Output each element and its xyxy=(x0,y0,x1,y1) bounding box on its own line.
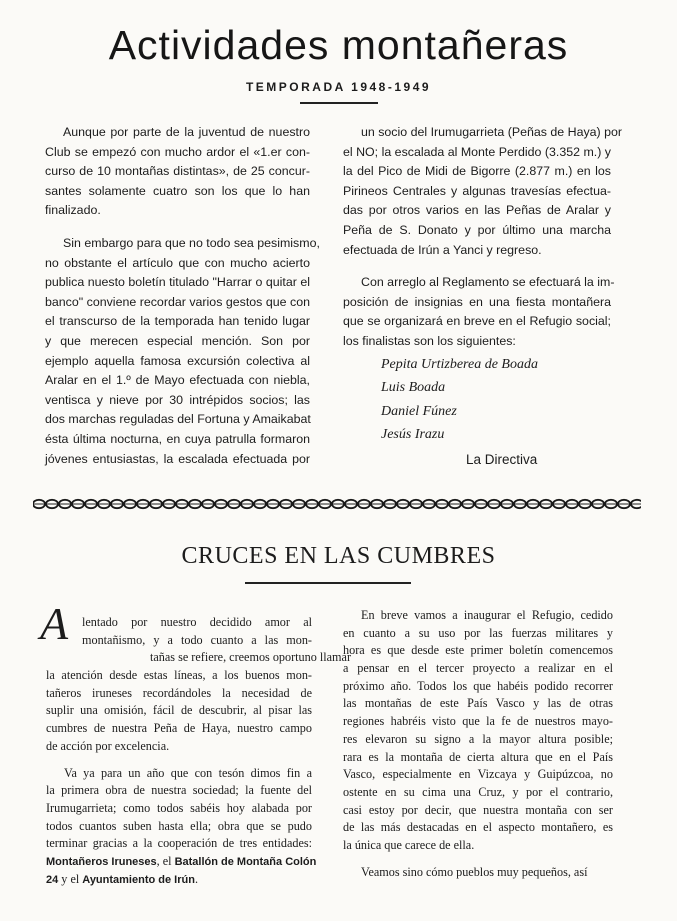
text-line: de las más destacadas en el aspecto montañero, es xyxy=(343,820,613,835)
article2-title: CRUCES EN LAS CUMBRES xyxy=(181,543,496,569)
text-line: las montañas de este País Vasco y las de otras xyxy=(343,696,613,711)
text-line: lentado por nuestro decidido amor al xyxy=(82,615,312,629)
text-line: Pirineos Centrales y algunas travesías efectua- xyxy=(343,183,611,198)
text-line: ostente en su cima una Cruz, y por el contrario, xyxy=(343,784,613,799)
title-underline xyxy=(300,102,378,104)
text-line: finalizado. xyxy=(45,203,101,218)
text-line: curso de 10 montañas distintas», de 25 concur- xyxy=(45,164,310,179)
text-line: Veamos sino cómo pueblos muy pequeños, así xyxy=(361,864,588,879)
text-line: los finalistas son los siguientes: xyxy=(343,333,516,348)
text-line: dos marchas reguladas del Fortuna y Amaikabat xyxy=(45,412,311,427)
text-line: das por otros varios en las Peñas de Aralar y xyxy=(343,203,611,218)
text-line: el NO; la escalada al Monte Perdido (3.352 m.) y xyxy=(343,144,611,159)
text-line: cumbres de nuestra Peña de Haya, nuestro campo xyxy=(46,721,312,736)
text-line: de acción por excelencia. xyxy=(46,738,170,753)
article2-left-column xyxy=(46,614,352,888)
text-fragment: , el xyxy=(156,853,175,868)
paragraph-gap xyxy=(343,855,613,864)
text-line: publica nuesto boletín titulado "Harrar o quitar el xyxy=(45,275,310,290)
text-line: ejemplo aquella famosa excursión colectiva al xyxy=(45,353,310,368)
chain-divider xyxy=(33,496,641,512)
text-line: tañas se refiere, creemos oportuno llamar xyxy=(150,650,352,665)
finalist-name: Daniel Fúnez xyxy=(381,403,457,419)
article1-right-column xyxy=(343,123,623,352)
text-line: posición de insignias en una fiesta montañera xyxy=(343,294,611,309)
text-line: Va ya para un año que con tesón dimos fin a xyxy=(64,765,312,780)
text-line: banco" conviene recordar varios gestos que con xyxy=(45,294,310,309)
entity-name: 24 xyxy=(46,873,59,886)
article2-right-column xyxy=(343,607,613,881)
entities-line xyxy=(46,871,312,889)
text-line: Con arreglo al Reglamento se efectuará la im- xyxy=(361,275,615,290)
signature: La Directiva xyxy=(466,452,538,467)
text-line: que se organizará en breve en el Refugio social; xyxy=(343,314,611,329)
drop-cap: A xyxy=(40,598,69,649)
entity-name: Batallón de Montaña Colón xyxy=(174,855,317,868)
text-line: Sin embargo para que no todo sea pesimismo, xyxy=(63,235,320,250)
finalist-name: Pepita Urtizberea de Boada xyxy=(381,357,538,372)
text-line: Peña de S. Donato y por último una marcha xyxy=(343,222,611,237)
text-line: terminar gracias a la cooperación de tres entidades: xyxy=(46,836,312,851)
text-line: tañeros iruneses recordándoles la necesidad de xyxy=(46,685,312,700)
text-fragment: y el xyxy=(58,871,83,886)
text-line: santes solamente cuatro son los que lo han xyxy=(45,183,310,198)
text-line: próximo año. Todos los que habéis podido recorrer xyxy=(343,678,613,693)
text-line: la atención desde estas líneas, a los buenos mon- xyxy=(46,668,312,683)
finalist-name: Luis Boada xyxy=(381,380,446,396)
text-line: y que merecen especial mención. Son por xyxy=(45,333,310,348)
text-line: en cuanto a su uso por las fuerzas militares y xyxy=(343,625,613,640)
text-line: la única que carece de ella. xyxy=(343,837,475,852)
entities-line xyxy=(46,853,317,871)
article-subtitle: TEMPORADA 1948-1949 xyxy=(245,80,432,94)
paragraph-gap xyxy=(343,260,611,273)
text-line: Irumugarrieta; como todos sabéis hoy alabada por xyxy=(46,800,312,815)
text-line: ventisca y nieve por 30 intrépidos socios; las xyxy=(45,392,310,407)
article-title: Actividades montañeras xyxy=(108,22,569,68)
text-line: Vasco, especialmente en Vizcaya y Guipúzcoa, no xyxy=(343,767,613,782)
paragraph-gap xyxy=(45,221,310,234)
text-line: regiones habréis visto que la fe de nuestros mayo- xyxy=(343,714,613,729)
article1-left-column xyxy=(45,123,320,469)
text-line: rara es la montaña de cierta altura que en el País xyxy=(343,749,613,764)
text-line: Aralar en el 1.º de Mayo efectuada con niebla, xyxy=(45,373,310,388)
text-line: En breve vamos a inaugurar el Refugio, cedido xyxy=(361,608,613,622)
text-line: el transcurso de la temporada han tenido lugar xyxy=(45,314,310,329)
entity-name: Montañeros Iruneses xyxy=(46,855,157,868)
title2-underline xyxy=(245,582,411,584)
text-line: la del Pico de Midi de Bigorre (2.877 m.) en los xyxy=(343,164,611,179)
text-line: Aunque por parte de la juventud de nuestro xyxy=(63,125,310,139)
text-line: la primera obra de nuestra sociedad; la fuente del xyxy=(46,783,312,798)
text-line: jóvenes entusiastas, la escalada efectuada por xyxy=(45,451,310,466)
text-line: Club se empezó con mucho ardor el «1.er con- xyxy=(45,144,310,159)
text-line: no obstante el artículo que con mucho acierto xyxy=(45,255,310,270)
text-line: efectuada de Irún a Yanci y regreso. xyxy=(343,242,542,257)
text-fragment: . xyxy=(194,871,198,886)
text-line: a pensar en el tercer proyecto a realizar en el xyxy=(343,661,613,676)
text-line: un socio del Irumugarrieta (Peñas de Haya) por xyxy=(361,125,623,139)
text-line: todos cuantos suben hasta ella; obra que se pudo xyxy=(46,818,312,833)
text-line: montañismo, y a todo cuanto a las mon- xyxy=(82,632,312,647)
paragraph-gap xyxy=(46,756,312,765)
text-line: suplir una omisión, fácil de descubrir, al pisar las xyxy=(46,703,312,718)
finalist-name: Jesús Irazu xyxy=(381,426,445,442)
text-line: res elevaron su signo a la mayor altura posible; xyxy=(343,731,613,746)
text-line: ésta última nocturna, en cuya patrulla formaron xyxy=(45,431,310,446)
text-line: hora es que desde este primer boletín comencemos xyxy=(343,643,613,658)
entity-name: Ayuntamiento de Irún xyxy=(82,873,195,886)
finalists-list xyxy=(381,353,538,446)
text-line: casi estoy por decir, que nuestra montaña con ser xyxy=(343,802,613,817)
